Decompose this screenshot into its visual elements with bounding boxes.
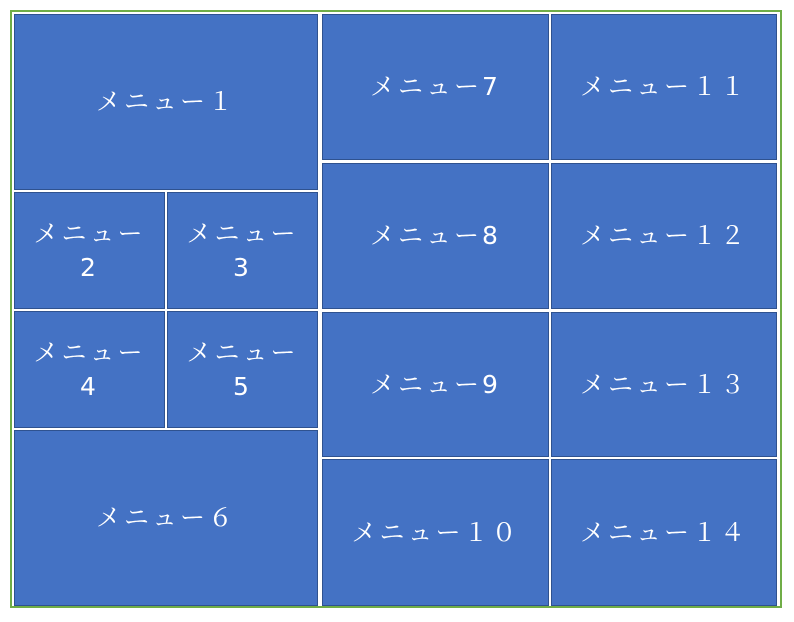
menu-1-button[interactable] <box>14 14 318 190</box>
menu-14-button[interactable] <box>551 459 777 606</box>
menu-12-label: メニュー１２ <box>579 221 748 250</box>
menu-13-label: メニュー１３ <box>579 369 748 399</box>
menu-4-button[interactable] <box>14 311 165 428</box>
menu-1-label: メニュー１ <box>95 87 236 116</box>
menu-6-label: メニュー６ <box>95 503 236 532</box>
menu-11-button[interactable] <box>551 14 777 160</box>
menu-2-button[interactable] <box>14 192 165 309</box>
menu-8-button[interactable] <box>322 163 549 309</box>
menu-11-label: メニュー１１ <box>579 72 748 101</box>
menu-9-label: メニュー9 <box>370 369 501 399</box>
menu-4-label: メニュー 4 <box>33 337 146 401</box>
menu-3-button[interactable] <box>167 192 318 309</box>
menu-9-button[interactable] <box>322 312 549 457</box>
menu-8-label: メニュー8 <box>370 221 501 250</box>
menu-3-label: メニュー 3 <box>186 218 299 282</box>
menu-7-label: メニュー7 <box>370 72 501 101</box>
menu-10-button[interactable] <box>322 459 549 606</box>
menu-5-label: メニュー 5 <box>186 337 299 401</box>
menu-13-button[interactable] <box>551 312 777 457</box>
menu-7-button[interactable] <box>322 14 549 160</box>
menu-14-label: メニュー１４ <box>579 517 748 547</box>
menu-12-button[interactable] <box>551 163 777 309</box>
menu-10-label: メニュー１０ <box>351 517 520 547</box>
menu-5-button[interactable] <box>167 311 318 428</box>
menu-2-label: メニュー 2 <box>33 218 146 282</box>
menu-6-button[interactable] <box>14 430 318 606</box>
